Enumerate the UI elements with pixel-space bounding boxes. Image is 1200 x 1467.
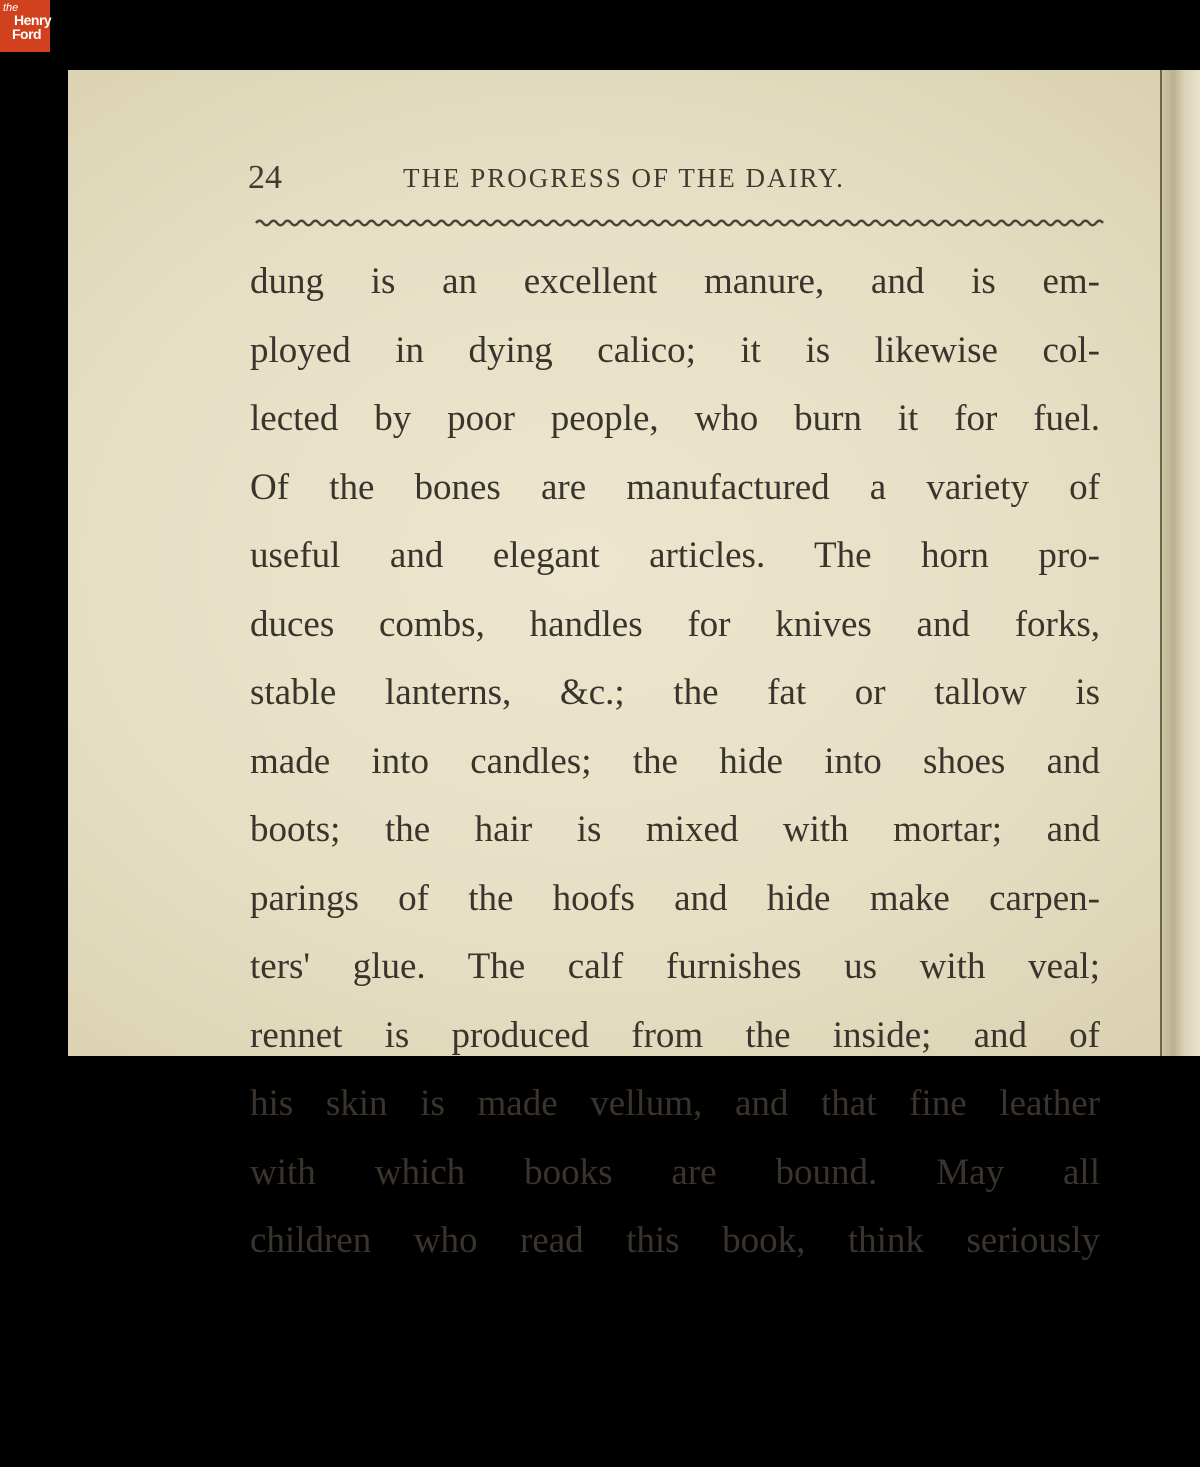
text-line: rennet is produced from the inside; and of [250, 1014, 1100, 1056]
page-number: 24 [248, 159, 282, 196]
text-line: lected by poor people, who burn it for fuel. [250, 398, 1100, 439]
text-line: ployed in dying calico; it is likewise col- [250, 329, 1100, 371]
text-line: stable lanterns, &c.; the fat or tallow is [250, 672, 1100, 713]
book-page [68, 70, 1200, 1261]
text-line: Of the bones are manufactured a variety of [250, 466, 1100, 508]
text-line: his skin is made vellum, and that fine leather [250, 1083, 1100, 1124]
henry-ford-logo [0, 0, 50, 52]
text-line: useful and elegant articles. The horn pro- [250, 535, 1100, 576]
text-line: made into candles; the hide into shoes and [250, 740, 1100, 782]
text-line: parings of the hoofs and hide make carpen- [250, 877, 1100, 919]
text-line: children who read this book, think seriously [250, 1220, 1100, 1261]
book-spine [1160, 70, 1200, 1056]
wavy-rule [256, 218, 1098, 228]
logo-text-ford: Ford [12, 26, 42, 42]
text-line: dung is an excellent manure, and is em- [250, 261, 1100, 302]
logo-text-henry: Henry [14, 12, 52, 28]
running-title: THE PROGRESS OF THE DAIRY. [403, 163, 845, 193]
logo-text-the: the [3, 2, 19, 14]
text-line: ters' glue. The calf furnishes us with veal; [250, 946, 1100, 987]
text-line: boots; the hair is mixed with mortar; and [250, 809, 1100, 850]
page-header [248, 158, 1148, 198]
text-line: duces combs, handles for knives and forks, [250, 603, 1100, 645]
page-body-text [250, 248, 1100, 1276]
text-line: with which books are bound. May all [250, 1151, 1100, 1193]
